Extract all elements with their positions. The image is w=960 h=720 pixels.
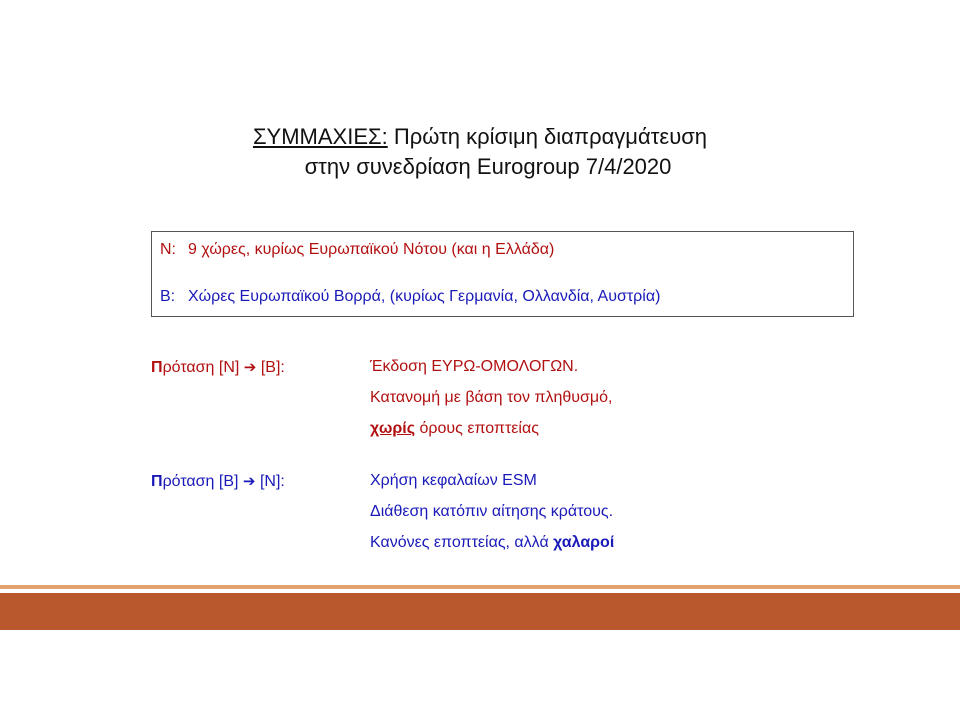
south-group-row — [160, 288, 660, 306]
proposal-n-head-text: ρόταση [Ν] — [162, 359, 240, 376]
groups-box — [151, 231, 854, 317]
proposal-n-target: [Β]: — [260, 359, 285, 376]
proposal-b-line-3 — [370, 534, 614, 552]
proposal-n-heading — [151, 358, 285, 377]
proposal-n-line-1: Έκδοση ΕΥΡΩ-ΟΜΟΛΟΓΩΝ. — [370, 358, 579, 375]
title-keyword: ΣΥΜΜΑΧΙΕΣ: — [252, 124, 388, 149]
proposal-b-emphasis: χαλαροί — [553, 534, 615, 551]
proposal-n-line-3 — [370, 420, 539, 438]
north-group-text: 9 χώρες, κυρίως Ευρωπαϊκού Νότου (και η Ελλάδα) — [188, 241, 555, 258]
proposal-n-line-2: Κατανομή με βάση τον πληθυσμό, — [370, 389, 613, 406]
proposal-n-emphasis: χωρίς — [370, 420, 416, 437]
proposal-b-line-2: Διάθεση κατόπιν αίτησης κράτους. — [370, 503, 614, 520]
south-group-text: Χώρες Ευρωπαϊκού Βορρά, (κυρίως Γερμανία, Ολλανδία, Αυστρία) — [188, 288, 661, 305]
arrow-right-icon: ➔ — [243, 359, 257, 376]
footer-divider-line — [0, 585, 960, 589]
south-group-label: Β: — [160, 288, 176, 305]
title-line-2: στην συνεδρίαση Eurogroup 7/4/2020 — [304, 154, 672, 179]
proposal-b-line-3-text: Κανόνες εποπτείας, αλλά — [370, 534, 554, 551]
proposal-b-head-text: ρόταση [Β] — [162, 473, 239, 490]
proposal-b-target: [Ν]: — [259, 473, 285, 490]
proposal-b-line-1: Χρήση κεφαλαίων ESM — [370, 472, 537, 489]
proposal-n-initial: Π — [151, 359, 163, 376]
proposal-b-heading — [151, 472, 285, 491]
title-line-1-text: Πρώτη κρίσιμη διαπραγμάτευση — [387, 124, 708, 149]
footer-band — [0, 593, 960, 630]
north-group-label: Ν: — [160, 241, 176, 258]
title-line-1 — [0, 122, 960, 152]
proposal-n-line-3-text: όρους εποπτείας — [415, 420, 539, 437]
north-group-row — [160, 241, 554, 259]
slide-title — [0, 122, 960, 182]
arrow-right-icon: ➔ — [242, 473, 256, 490]
proposal-b-initial: Π — [151, 473, 163, 490]
